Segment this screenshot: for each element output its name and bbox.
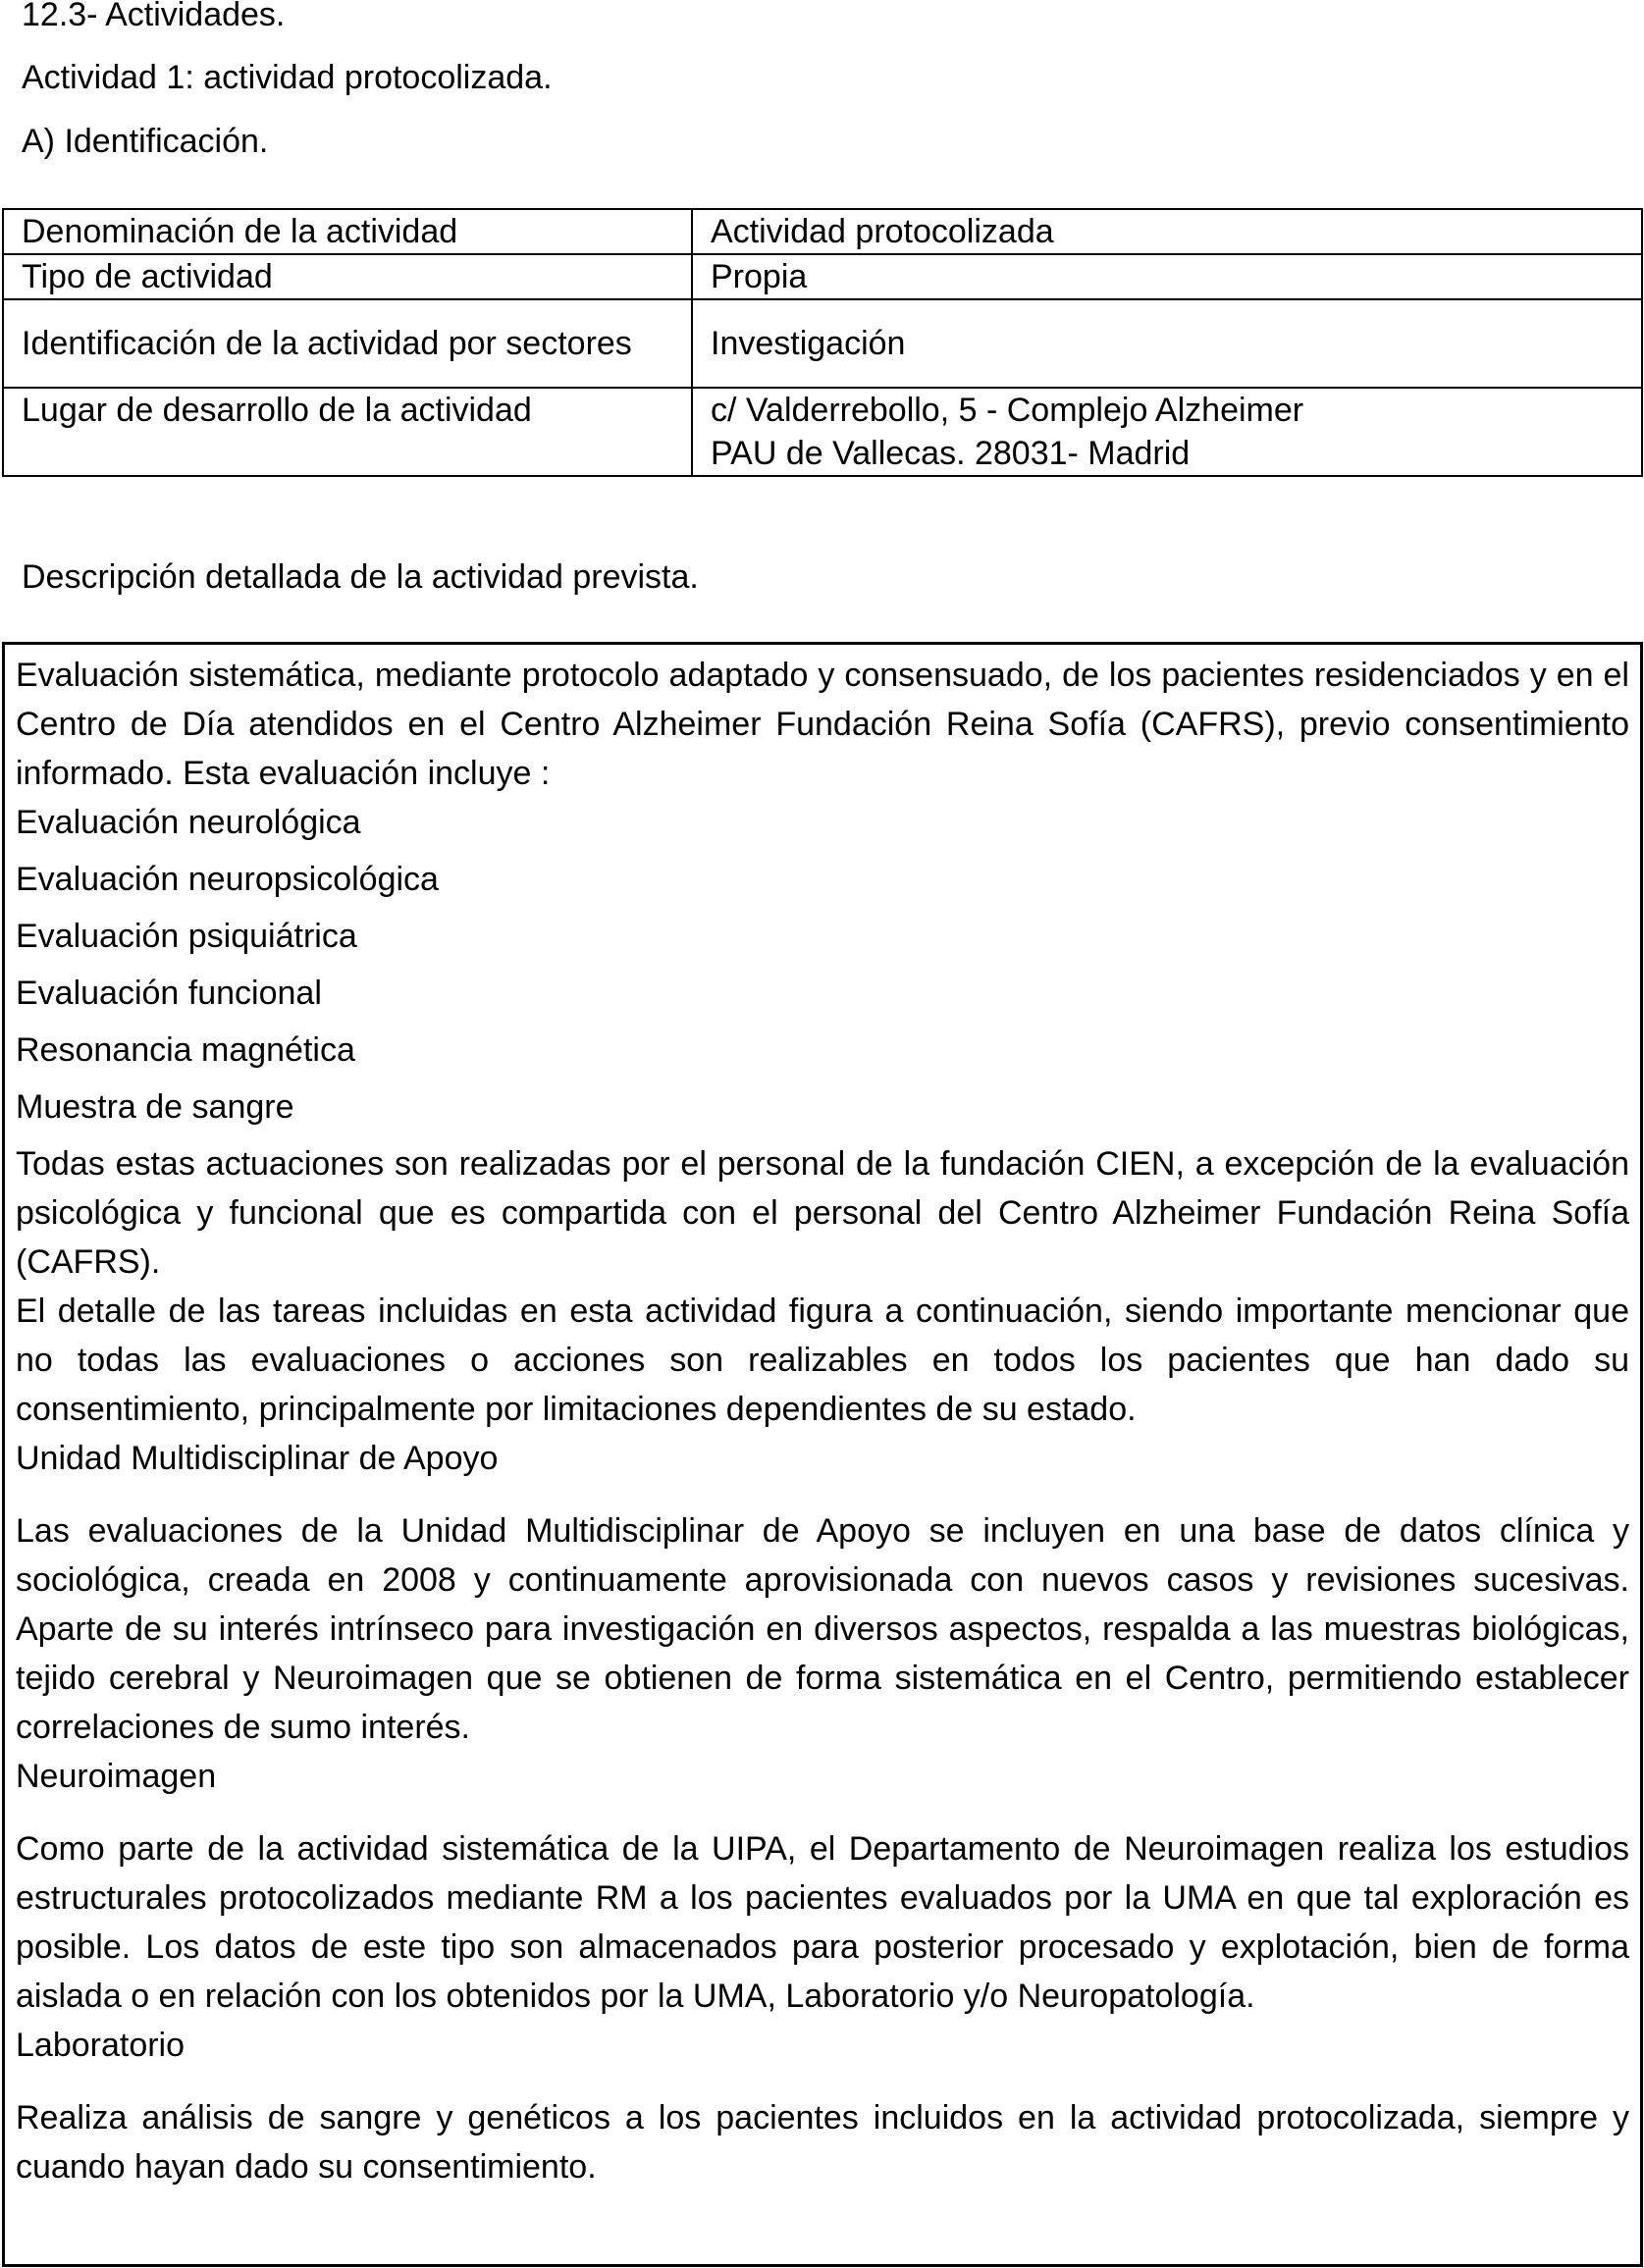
laboratorio-subtitle: Laboratorio [16,2027,186,2064]
neuroimagen-paragraph: Como parte de la actividad sistemática de la UIPA, el Departamento de Neuroimagen realiza los estudios estructurales protocolizados mediante RM a los pacientes evaluados por la UMA en que tal exploración es posible. Los datos de este tipo son almacenados para posterior procesado y explotación, bien de forma aislada o en relación con los obtenidos por la UMA, Laboratorio y/o Neuropatología. [16,1830,1629,2015]
uma-subtitle: Unidad Multidisciplinar de Apoyo [16,1440,499,1477]
description-box [2,642,1643,2267]
table-value-cell: Propia [692,254,1642,299]
evaluation-item: Muestra de sangre [16,1088,294,1126]
evaluation-item: Evaluación neurológica [16,804,361,841]
section-title: 12.3- Actividades. [22,0,286,33]
address-line: c/ Valderrebollo, 5 - Complejo Alzheimer [711,392,1304,429]
table-label-cell: Denominación de la actividad [3,209,692,254]
laboratorio-paragraph: Realiza análisis de sangre y genéticos a los pacientes incluidos en la actividad protocolizada, siempre y cuando hayan dado su consentimiento. [16,2099,1629,2186]
activity-title: Actividad 1: actividad protocolizada. [22,59,553,96]
table-value-cell: Actividad protocolizada [692,209,1642,254]
table-row [3,254,1642,299]
table-value-cell: Investigación [692,299,1642,388]
table-row [3,388,1642,476]
evaluation-item: Evaluación neuropsicológica [16,861,439,898]
table-value-cell [692,388,1642,476]
neuroimagen-subtitle: Neuroimagen [16,1758,217,1795]
evaluation-item: Resonancia magnética [16,1031,355,1069]
table-label-cell: Identificación de la actividad por sectores [3,299,692,388]
detail-paragraph: El detalle de las tareas incluidas en esta actividad figura a continuación, siendo importante mencionar que no todas las evaluaciones o acciones son realizables en todos los pacientes que han dado su consentimiento, principalmente por limitaciones dependientes de su estado. [16,1292,1629,1428]
uma-paragraph: Las evaluaciones de la Unidad Multidisciplinar de Apoyo se incluyen en una base de datos clínica y sociológica, creada en 2008 y continuamente aprovisionada con nuevos casos y revisiones sucesivas. Aparte de su interés intrínseco para investigación en diversos aspectos, respalda a las muestras biológicas, tejido cerebral y Neuroimagen que se obtienen de forma sistemática en el Centro, permitiendo establecer correlaciones de sumo interés. [16,1512,1629,1746]
activity-info-table [2,208,1643,477]
intro-paragraph: Evaluación sistemática, mediante protocolo adaptado y consensuado, de los pacientes residenciados y en el Centro de Día atendidos en el Centro Alzheimer Fundación Reina Sofía (CAFRS), previo consentimiento informado. Esta evaluación incluye : [16,657,1629,792]
evaluation-item: Evaluación funcional [16,975,322,1012]
table-row [3,209,1642,254]
identification-title: A) Identificación. [22,123,269,160]
table-label-cell: Lugar de desarrollo de la actividad [3,388,692,476]
table-row [3,299,1642,388]
cien-paragraph: Todas estas actuaciones son realizadas por el personal de la fundación CIEN, a excepción de la evaluación psicológica y funcional que es compartida con el personal del Centro Alzheimer Fundación Reina Sofía (CAFRS). [16,1145,1629,1281]
description-heading: Descripción detallada de la actividad prevista. [22,558,699,596]
address-line: PAU de Vallecas. 28031- Madrid [711,435,1191,472]
table-label-cell: Tipo de actividad [3,254,692,299]
evaluation-item: Evaluación psiquiátrica [16,918,357,955]
